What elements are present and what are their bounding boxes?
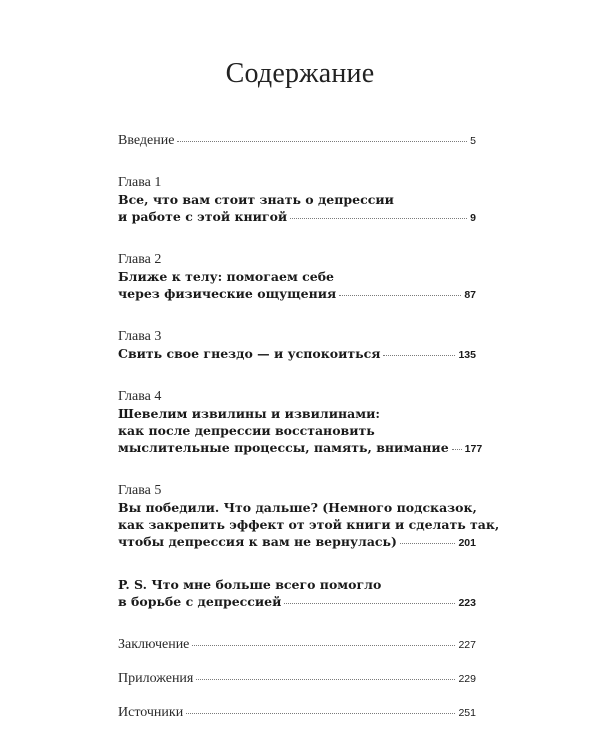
toc-entry-title: Приложения: [118, 671, 194, 686]
page-number: 135: [458, 349, 476, 361]
dot-leader: [400, 542, 456, 544]
dot-leader: [177, 140, 467, 142]
chapter-title-line: Ближе к телу: помогаем себе: [118, 269, 335, 284]
toc-entry-chapter-4[interactable]: [118, 388, 483, 458]
page-number: 251: [458, 707, 476, 719]
chapter-label: Глава 2: [118, 252, 162, 267]
page-number: 229: [458, 673, 476, 685]
page-number: 87: [464, 289, 476, 301]
chapter-title-line: как после депрессии восстановить: [118, 423, 375, 438]
toc-entry-appendices[interactable]: [118, 670, 476, 688]
page-number: 201: [458, 537, 476, 549]
table-of-contents: [118, 132, 500, 722]
page-number: 5: [470, 135, 476, 147]
toc-entry-chapter-5[interactable]: [118, 482, 500, 552]
page-number: 227: [458, 639, 476, 651]
dot-leader: [339, 294, 461, 296]
chapter-title-line: P. S. Что мне больше всего помогло: [118, 577, 382, 592]
chapter-label: Глава 3: [118, 329, 162, 344]
toc-entry-chapter-1[interactable]: [118, 174, 476, 227]
toc-entry-chapter-3[interactable]: [118, 328, 476, 364]
toc-entry-ps[interactable]: [118, 576, 476, 612]
toc-entry-sources[interactable]: [118, 704, 476, 722]
chapter-title-line: как закрепить эффект от этой книги и сделать так,: [118, 517, 500, 532]
dot-leader: [383, 354, 455, 356]
toc-entry-title: Источники: [118, 705, 184, 720]
chapter-title-line: чтобы депрессия к вам не вернулась): [118, 534, 397, 549]
toc-entry-conclusion[interactable]: [118, 636, 476, 654]
dot-leader: [290, 217, 467, 219]
dot-leader: [452, 448, 462, 450]
dot-leader: [284, 602, 455, 604]
chapter-title-line: в борьбе с депрессией: [118, 594, 282, 609]
chapter-title-line: Вы победили. Что дальше? (Немного подсказок,: [118, 500, 477, 515]
chapter-title-line: Свить свое гнездо — и успокоиться: [118, 346, 381, 361]
chapter-title-line: и работе с этой книгой: [118, 209, 288, 224]
chapter-label: Глава 5: [118, 483, 162, 498]
page-title: Содержание: [225, 58, 375, 89]
page-number: 9: [470, 212, 476, 224]
page-number: 177: [464, 443, 483, 455]
chapter-label: Глава 1: [118, 175, 162, 190]
page-number: 223: [458, 597, 476, 609]
chapter-title-line: через физические ощущения: [118, 286, 337, 301]
dot-leader: [186, 712, 455, 714]
chapter-label: Глава 4: [118, 389, 162, 404]
dot-leader: [196, 678, 455, 680]
toc-entry-title: Заключение: [118, 637, 190, 652]
toc-entry-chapter-2[interactable]: [118, 251, 476, 304]
toc-entry-intro[interactable]: [118, 132, 476, 150]
chapter-title-line: Шевелим извилины и извилинами:: [118, 406, 380, 421]
dot-leader: [192, 644, 455, 646]
chapter-title-line: мыслительные процессы, память, внимание: [118, 440, 449, 455]
toc-entry-title: Введение: [118, 133, 175, 148]
chapter-title-line: Все, что вам стоит знать о депрессии: [118, 192, 394, 207]
